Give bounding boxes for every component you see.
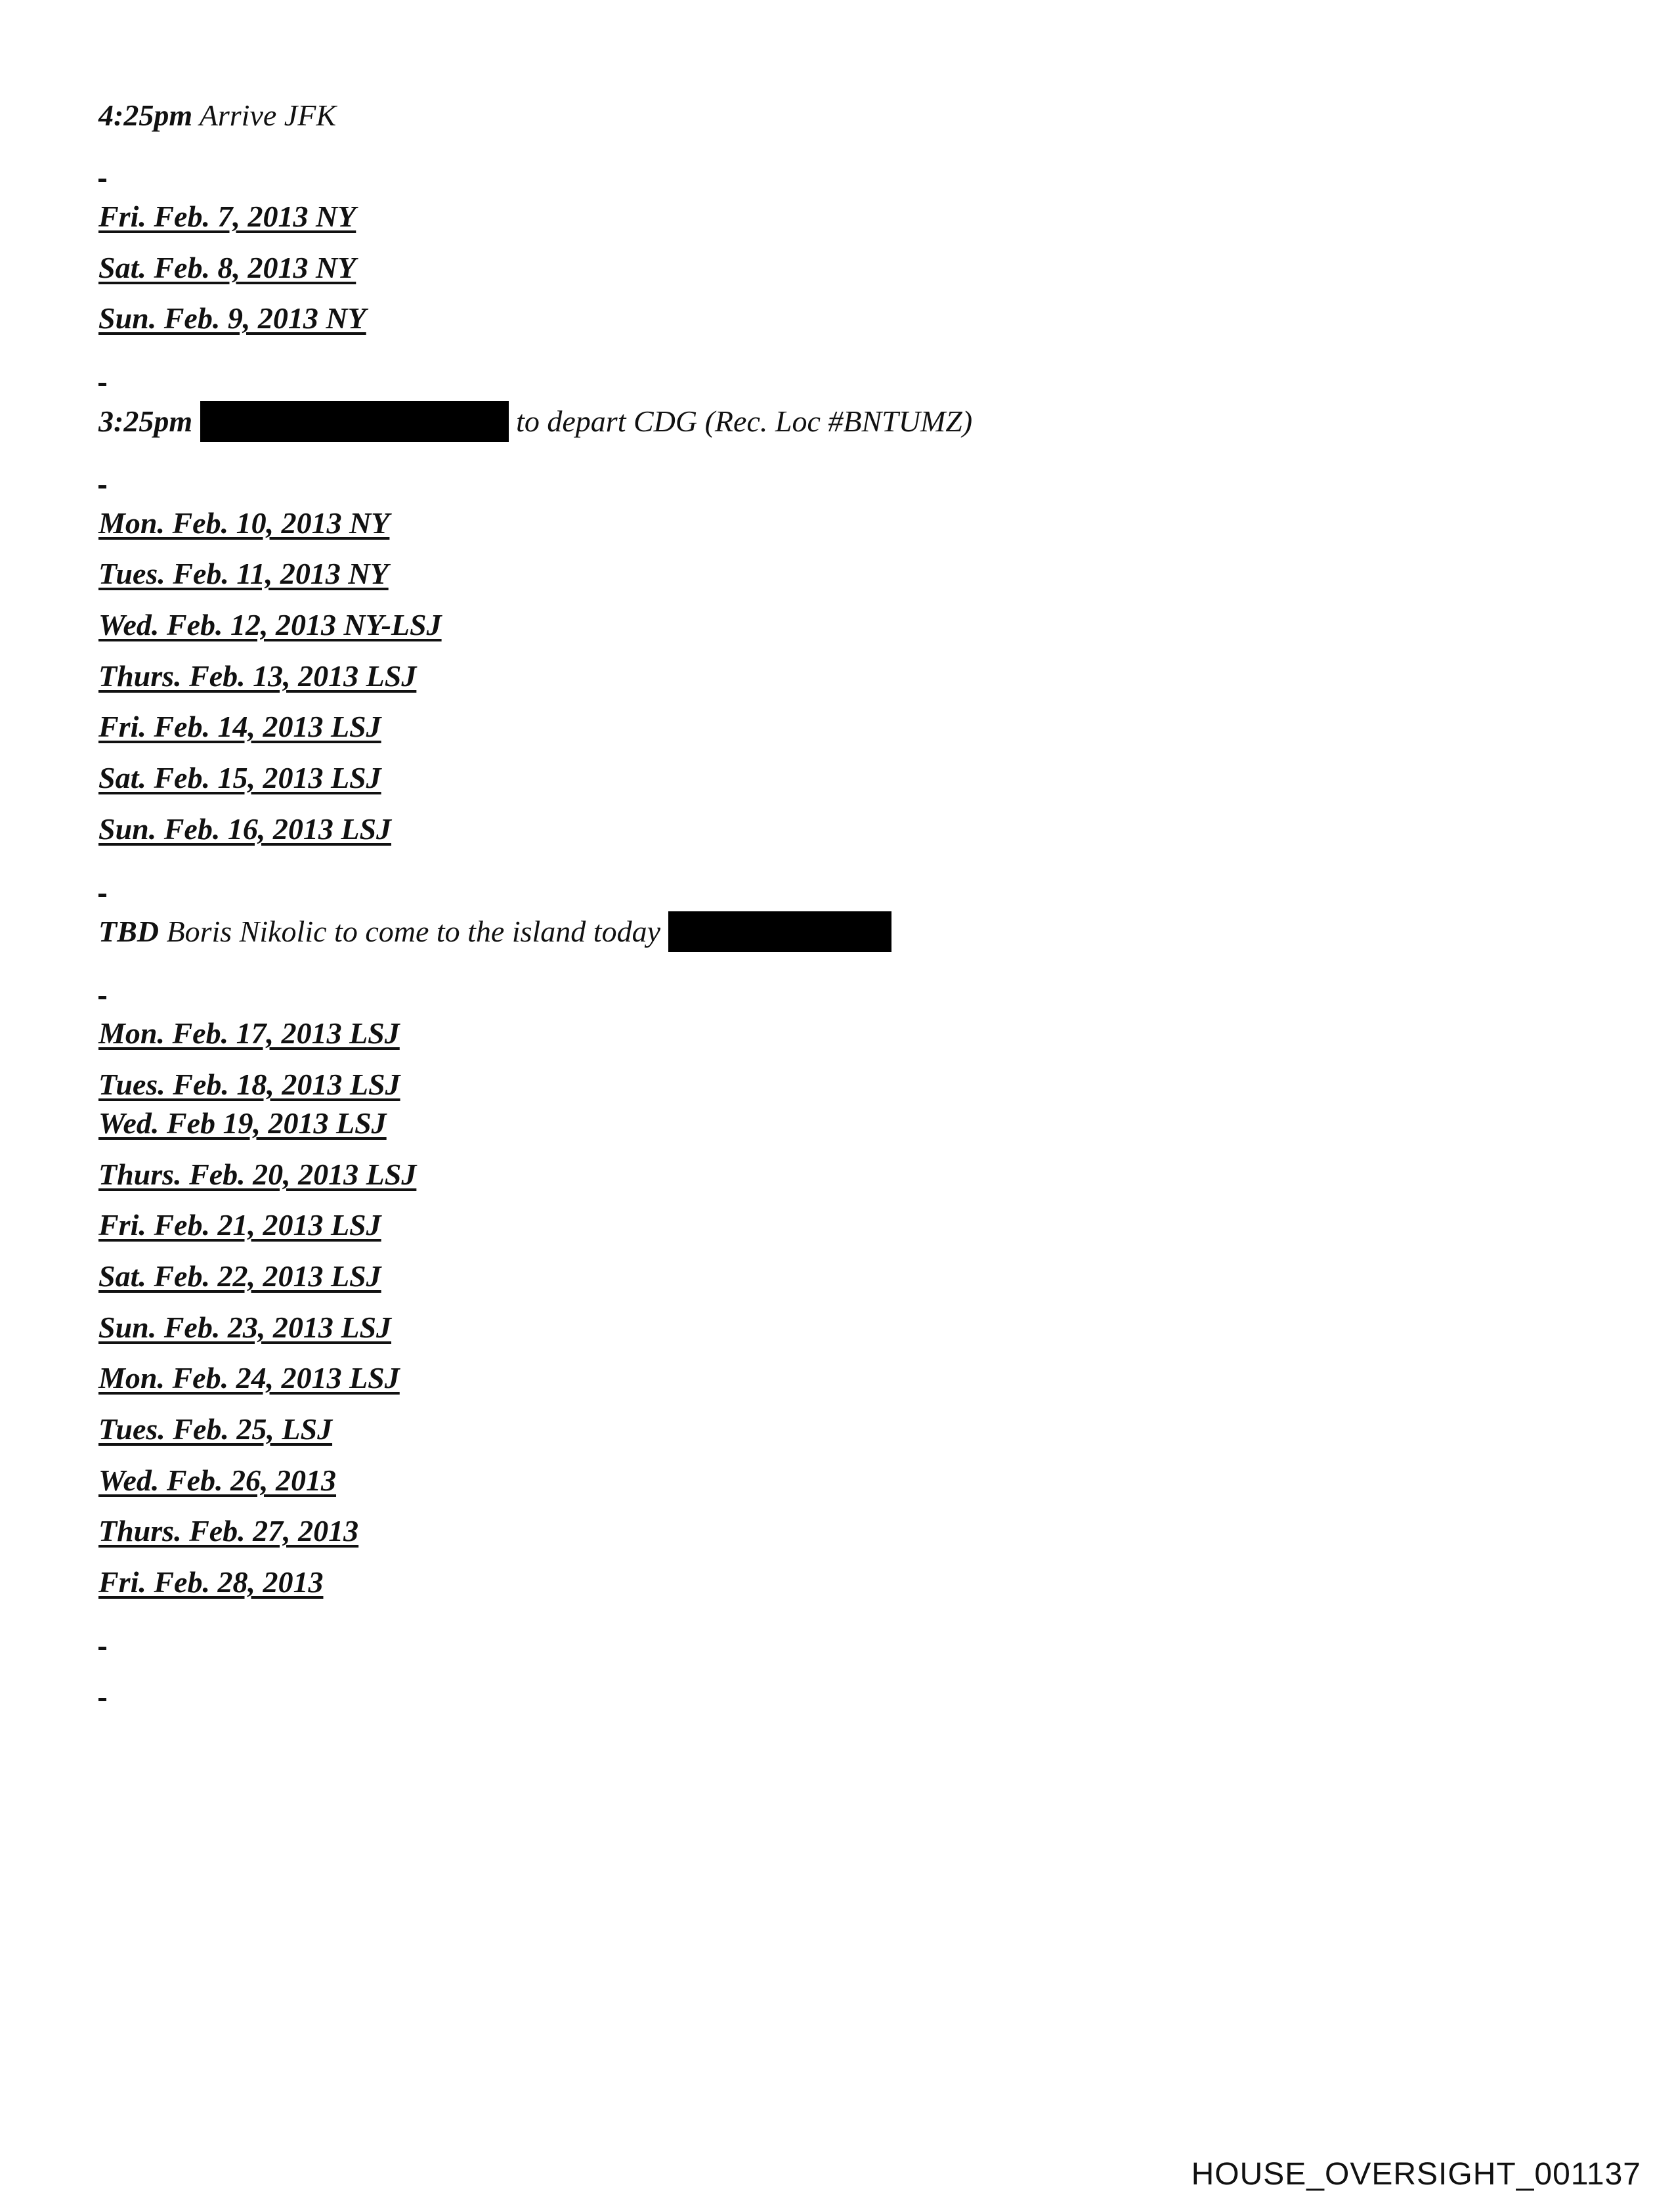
date-heading: Fri. Feb. 21, 2013 LSJ [98,1208,381,1242]
separator-dash [98,1698,106,1701]
date-heading: Tues. Feb. 18, 2013 LSJ [98,1068,400,1101]
redaction-box [200,401,509,442]
depart-text: to depart CDG (Rec. Loc #BNTUMZ) [516,404,973,438]
date-heading: Thurs. Feb. 13, 2013 LSJ [98,659,417,693]
separator-dash [98,1647,106,1650]
arrive-text: Arrive JFK [199,98,336,132]
date-heading: Sat. Feb. 22, 2013 LSJ [98,1259,381,1293]
separator-dash [98,383,106,386]
tbd-label: TBD [98,915,159,948]
date-heading: Sat. Feb. 8, 2013 NY [98,251,356,284]
redaction-box [668,911,891,952]
date-heading: Fri. Feb. 28, 2013 [98,1565,324,1599]
date-heading: Wed. Feb 19, 2013 LSJ [98,1106,387,1140]
depart-entry [98,403,972,445]
date-heading: Tues. Feb. 25, LSJ [98,1412,333,1446]
bates-number: HOUSE_OVERSIGHT_001137 [1191,2157,1641,2192]
date-heading: Fri. Feb. 14, 2013 LSJ [98,710,381,743]
depart-time: 3:25pm [98,404,193,438]
date-heading: Thurs. Feb. 20, 2013 LSJ [98,1158,417,1191]
tbd-text: Boris Nikolic to come to the island today [166,915,661,948]
date-heading: Sat. Feb. 15, 2013 LSJ [98,761,381,794]
date-heading: Sun. Feb. 23, 2013 LSJ [98,1311,392,1344]
date-heading: Fri. Feb. 7, 2013 NY [98,200,356,233]
separator-dash [98,996,106,999]
arrive-entry [98,97,336,134]
arrive-time: 4:25pm [98,98,193,132]
date-heading: Sun. Feb. 9, 2013 NY [98,301,366,335]
date-heading: Mon. Feb. 10, 2013 NY [98,506,390,540]
separator-dash [98,894,106,897]
date-heading: Sun. Feb. 16, 2013 LSJ [98,812,392,846]
date-heading: Thurs. Feb. 27, 2013 [98,1514,359,1548]
tbd-entry [98,913,891,955]
date-heading: Wed. Feb. 26, 2013 [98,1464,337,1497]
separator-dash [98,485,106,488]
date-heading: Tues. Feb. 11, 2013 NY [98,557,389,590]
separator-dash [98,179,106,182]
date-heading: Mon. Feb. 17, 2013 LSJ [98,1016,400,1050]
date-heading: Mon. Feb. 24, 2013 LSJ [98,1361,400,1395]
date-heading: Wed. Feb. 12, 2013 NY-LSJ [98,608,442,641]
